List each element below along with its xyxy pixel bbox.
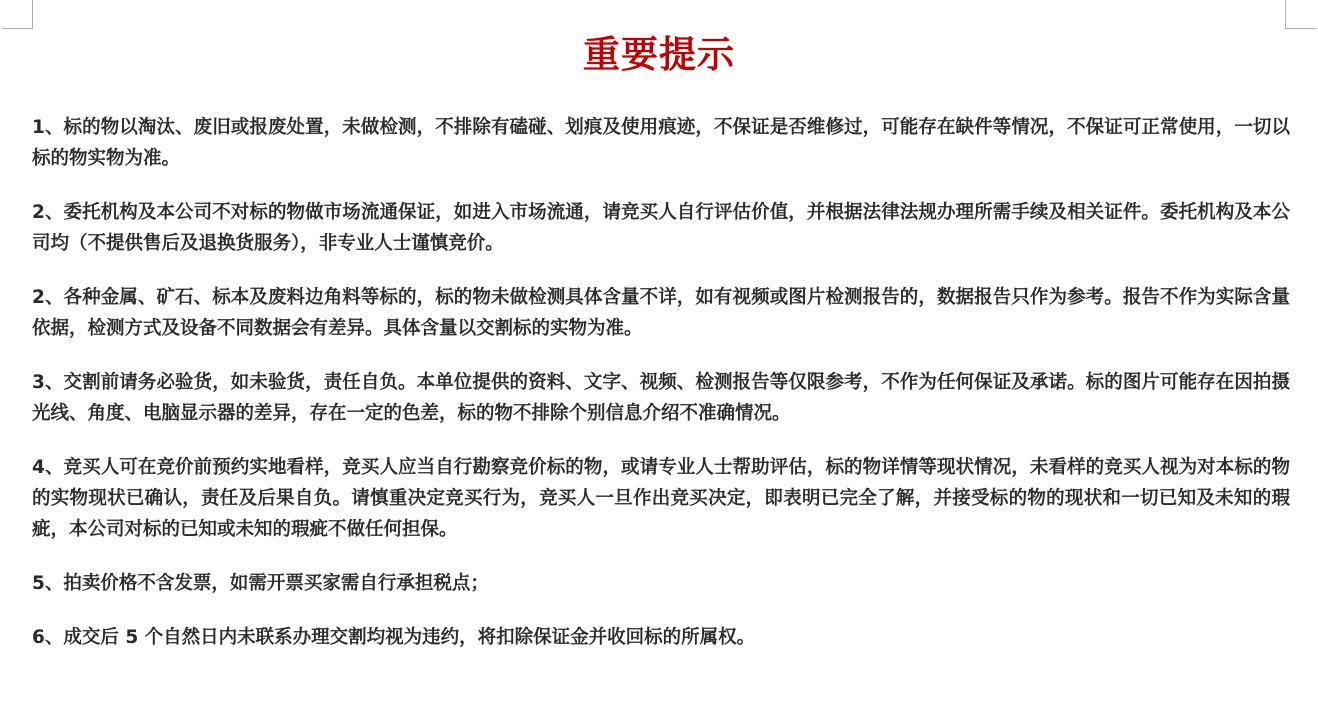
notice-item-6: 5、拍卖价格不含发票，如需开票买家需自行承担税点； — [32, 573, 489, 594]
notice-item-5: 4、竞买人可在竞价前预约实地看样，竞买人应当自行勘察竞价标的物，或请专业人士帮助评估，标的物详情等现状情况，未看样的竞买人视为对本标的物的实物现状已确认，责任及后果自负。请慎重决定竞买行为，竞买人一旦作出竞买决定，即表明已完全了解，并接受标的物的现状和一切已知及未知的瑕疵，本公司对标的已知或未知的瑕疵不做任何担保。 — [32, 457, 1290, 540]
notice-item-2: 2、委托机构及本公司不对标的物做市场流通保证，如进入市场流通，请竞买人自行评估价值，并根据法律法规办理所需手续及相关证件。委托机构及本公司均（不提供售后及退换货服务），非专业人士谨慎竞价。 — [32, 202, 1290, 254]
notice-item-3: 2、各种金属、矿石、标本及废料边角料等标的，标的物未做检测具体含量不详，如有视频或图片检测报告的，数据报告只作为参考。报告不作为实际含量依据，检测方式及设备不同数据会有差异。具体含量以交割标的实物为准。 — [32, 287, 1290, 339]
crop-mark-top-left — [2, 0, 33, 29]
crop-mark-top-right — [1285, 0, 1316, 29]
notice-item-4: 3、交割前请务必验货，如未验货，责任自负。本单位提供的资料、文字、视频、检测报告等仅限参考，不作为任何保证及承诺。标的图片可能存在因拍摄光线、角度、电脑显示器的差异，存在一定的色差，标的物不排除个别信息介绍不准确情况。 — [32, 372, 1290, 424]
notice-list — [32, 112, 1290, 676]
notice-item-1: 1、标的物以淘汰、废旧或报废处置，未做检测，不排除有磕碰、划痕及使用痕迹，不保证是否维修过，可能存在缺件等情况，不保证可正常使用，一切以标的物实物为准。 — [32, 117, 1290, 169]
page-title: 重要提示 — [583, 33, 735, 76]
notice-item-7: 6、成交后 5 个自然日内未联系办理交割均视为违约，将扣除保证金并收回标的所属权。 — [32, 627, 756, 648]
